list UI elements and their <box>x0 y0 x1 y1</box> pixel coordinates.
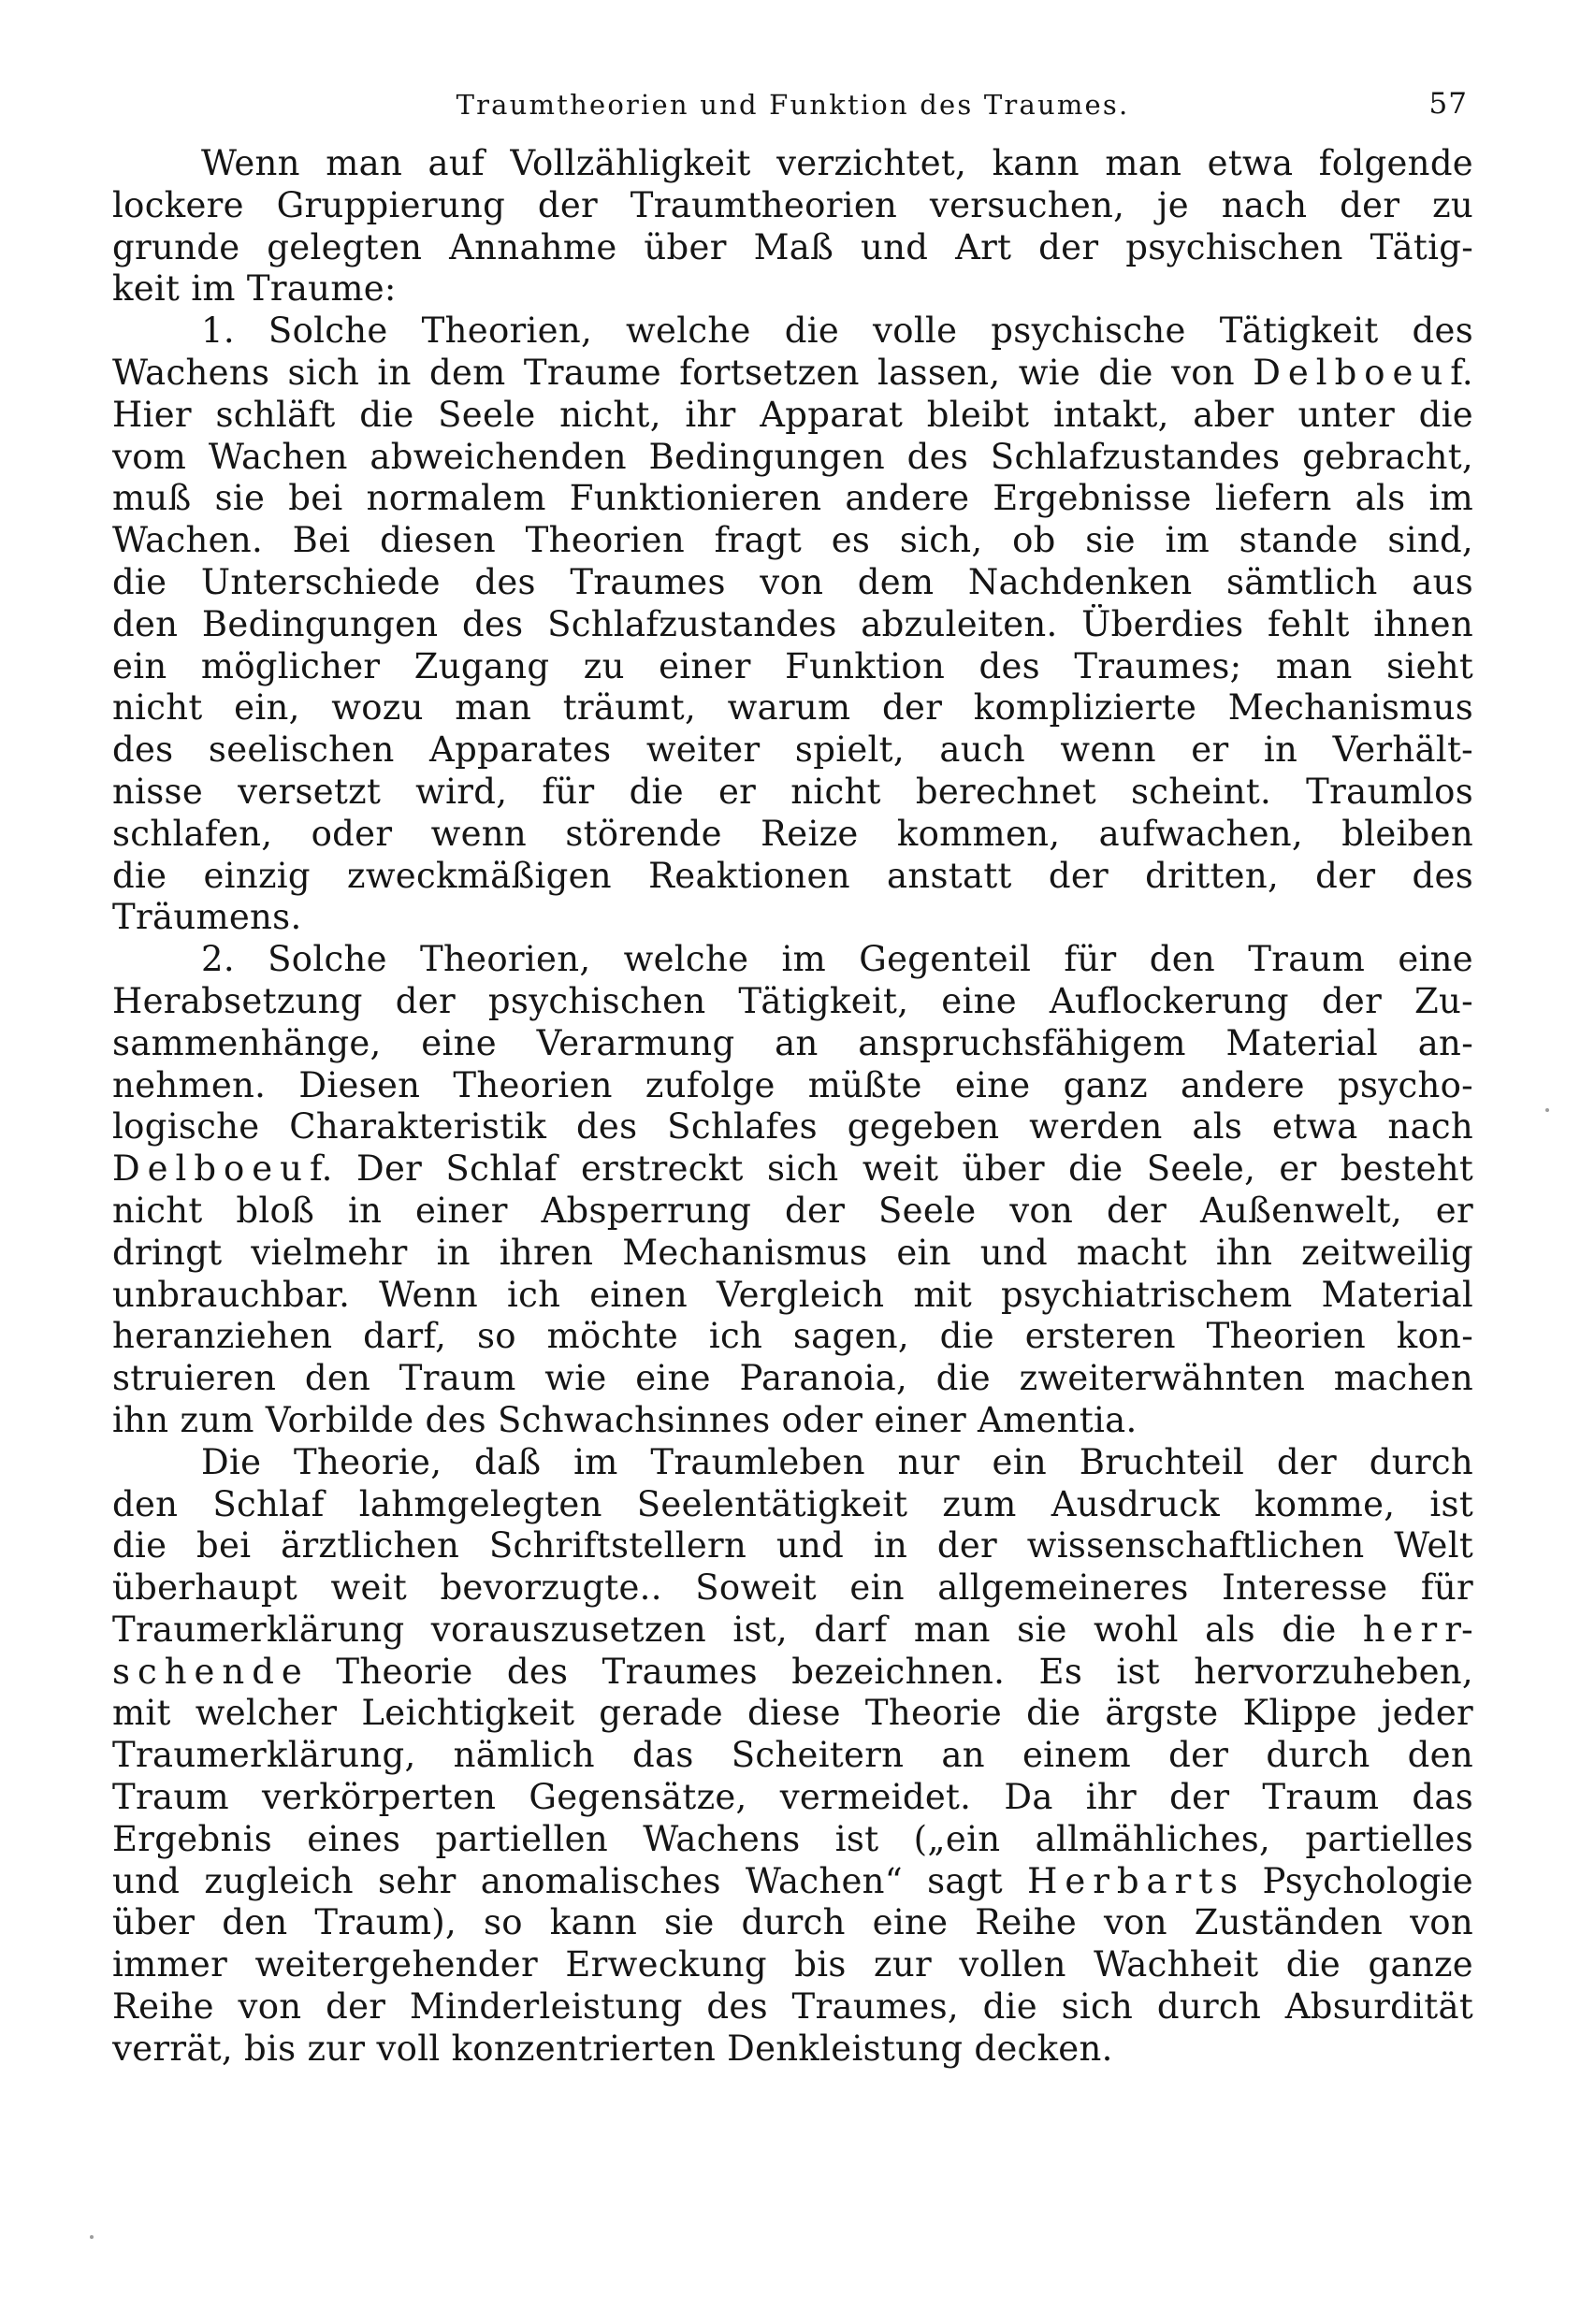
text-line: Reihe von der Minderleistung des Traumes, die sich durch Absurdität <box>112 1986 1473 2028</box>
scan-speck <box>90 2235 94 2239</box>
text-line: Wachen. Bei diesen Theorien fragt es sich, ob sie im stande sind, <box>112 520 1473 561</box>
page-text <box>112 143 1473 2071</box>
text-line: vom Wachen abweichenden Bedingungen des Schlafzustandes gebracht, <box>112 436 1473 477</box>
text-line: überhaupt weit bevorzugte.. Soweit ein allgemeineres Interesse für <box>112 1567 1473 1609</box>
scan-speck <box>1545 1108 1549 1112</box>
text-line: die bei ärztlichen Schriftstellern und in der wissenschaftlichen Welt <box>112 1525 1473 1566</box>
text-line: 2. Solche Theorien, welche im Gegenteil für den Traum eine <box>201 939 1473 980</box>
text-line: Hier schläft die Seele nicht, ihr Apparat bleibt intakt, aber unter die <box>112 394 1473 435</box>
text-line: Herabsetzung der psychischen Tätigkeit, eine Auflockerung der Zu- <box>112 980 1473 1021</box>
text-line: keit im Traume: <box>112 268 397 310</box>
paragraph <box>112 1442 1473 2071</box>
text-line: die einzig zweckmäßigen Reaktionen anstatt der dritten, der des <box>112 855 1473 896</box>
paragraph <box>112 310 1473 939</box>
text-line: heranziehen darf, so möchte ich sagen, die ersteren Theorien kon- <box>112 1316 1473 1357</box>
text-line: des seelischen Apparates weiter spielt, auch wenn er in Verhält- <box>112 729 1473 771</box>
text-line: den Bedingungen des Schlafzustandes abzuleiten. Überdies fehlt ihnen <box>112 603 1473 644</box>
text-line: Die Theorie, daß im Traumleben nur ein Bruchteil der durch <box>201 1441 1473 1482</box>
text-line: unbrauchbar. Wenn ich einen Vergleich mit psychiatrischem Material <box>112 1274 1473 1315</box>
text-line: mit welcher Leichtigkeit gerade diese Theorie die ärgste Klippe jeder <box>112 1693 1473 1734</box>
text-line: 1. Solche Theorien, welche die volle psychische Tätigkeit des <box>201 310 1473 352</box>
text-line: Träumens. <box>112 897 302 938</box>
page-number: 57 <box>1428 87 1468 121</box>
text-line: logische Charakteristik des Schlafes gegeben werden als etwa nach <box>112 1106 1473 1148</box>
text-line: sammenhänge, eine Verarmung an anspruchsfähigem Material an- <box>112 1022 1473 1063</box>
text-line: und zugleich sehr anomalisches Wachen“ sagt H e r b a r t s Psychologie <box>112 1860 1473 1901</box>
text-line: Traumerklärung, nämlich das Scheitern an einem der durch den <box>112 1735 1473 1776</box>
text-line: über den Traum), so kann sie durch eine Reihe von Zuständen von <box>112 1902 1473 1943</box>
text-line: Ergebnis eines partiellen Wachens ist („ein allmähliches, partielles <box>112 1818 1473 1859</box>
text-line: immer weitergehender Erweckung bis zur vollen Wachheit die ganze <box>112 1944 1473 1985</box>
text-line: Wenn man auf Vollzähligkeit verzichtet, kann man etwa folgende <box>201 143 1473 183</box>
text-line: den Schlaf lahmgelegten Seelentätigkeit zum Ausdruck komme, ist <box>112 1483 1473 1524</box>
text-line: Traumerklärung vorauszusetzen ist, darf man sie wohl als die h e r r- <box>112 1609 1473 1650</box>
text-line: muß sie bei normalem Funktionieren andere Ergebnisse liefern als im <box>112 478 1473 519</box>
text-line: ihn zum Vorbilde des Schwachsinnes oder einer Amentia. <box>112 1399 1138 1440</box>
text-line: s c h e n d e Theorie des Traumes bezeichnen. Es ist hervorzuheben, <box>112 1651 1473 1692</box>
text-line: die Unterschiede des Traumes von dem Nachdenken sämtlich aus <box>112 561 1473 602</box>
text-line: nicht ein, wozu man träumt, warum der komplizierte Mechanismus <box>112 687 1473 729</box>
running-head <box>112 89 1473 128</box>
text-line: dringt vielmehr in ihren Mechanismus ein und macht ihn zeitweilig <box>112 1232 1473 1273</box>
text-line: struieren den Traum wie eine Paranoia, die zweiterwähnten machen <box>112 1358 1473 1399</box>
text-line: Traum verkörperten Gegensätze, vermeidet. Da ihr der Traum das <box>112 1777 1473 1818</box>
paragraph <box>112 939 1473 1442</box>
text-line: ein möglicher Zugang zu einer Funktion des Traumes; man sieht <box>112 645 1473 686</box>
running-head-title: Traumtheorien und Funktion des Traumes. <box>456 89 1130 121</box>
text-line: nehmen. Diesen Theorien zufolge müßte eine ganz andere psycho- <box>112 1064 1473 1105</box>
text-line: nicht bloß in einer Absperrung der Seele von der Außenwelt, er <box>112 1190 1473 1231</box>
text-line: verrät, bis zur voll konzentrierten Denkleistung decken. <box>112 2028 1113 2069</box>
text-line: Wachens sich in dem Traume fortsetzen lassen, wie die von D e l b o e u f. <box>112 352 1473 393</box>
text-line: schlafen, oder wenn störende Reize kommen, aufwachen, bleiben <box>112 813 1473 854</box>
text-line: grunde gelegten Annahme über Maß und Art der psychischen Tätig- <box>112 226 1473 267</box>
text-line: D e l b o e u f. Der Schlaf erstreckt sich weit über die Seele, er besteht <box>112 1148 1473 1190</box>
text-line: nisse versetzt wird, für die er nicht berechnet scheint. Traumlos <box>112 771 1473 812</box>
paragraph <box>112 143 1473 310</box>
text-line: lockere Gruppierung der Traumtheorien versuchen, je nach der zu <box>112 184 1473 225</box>
